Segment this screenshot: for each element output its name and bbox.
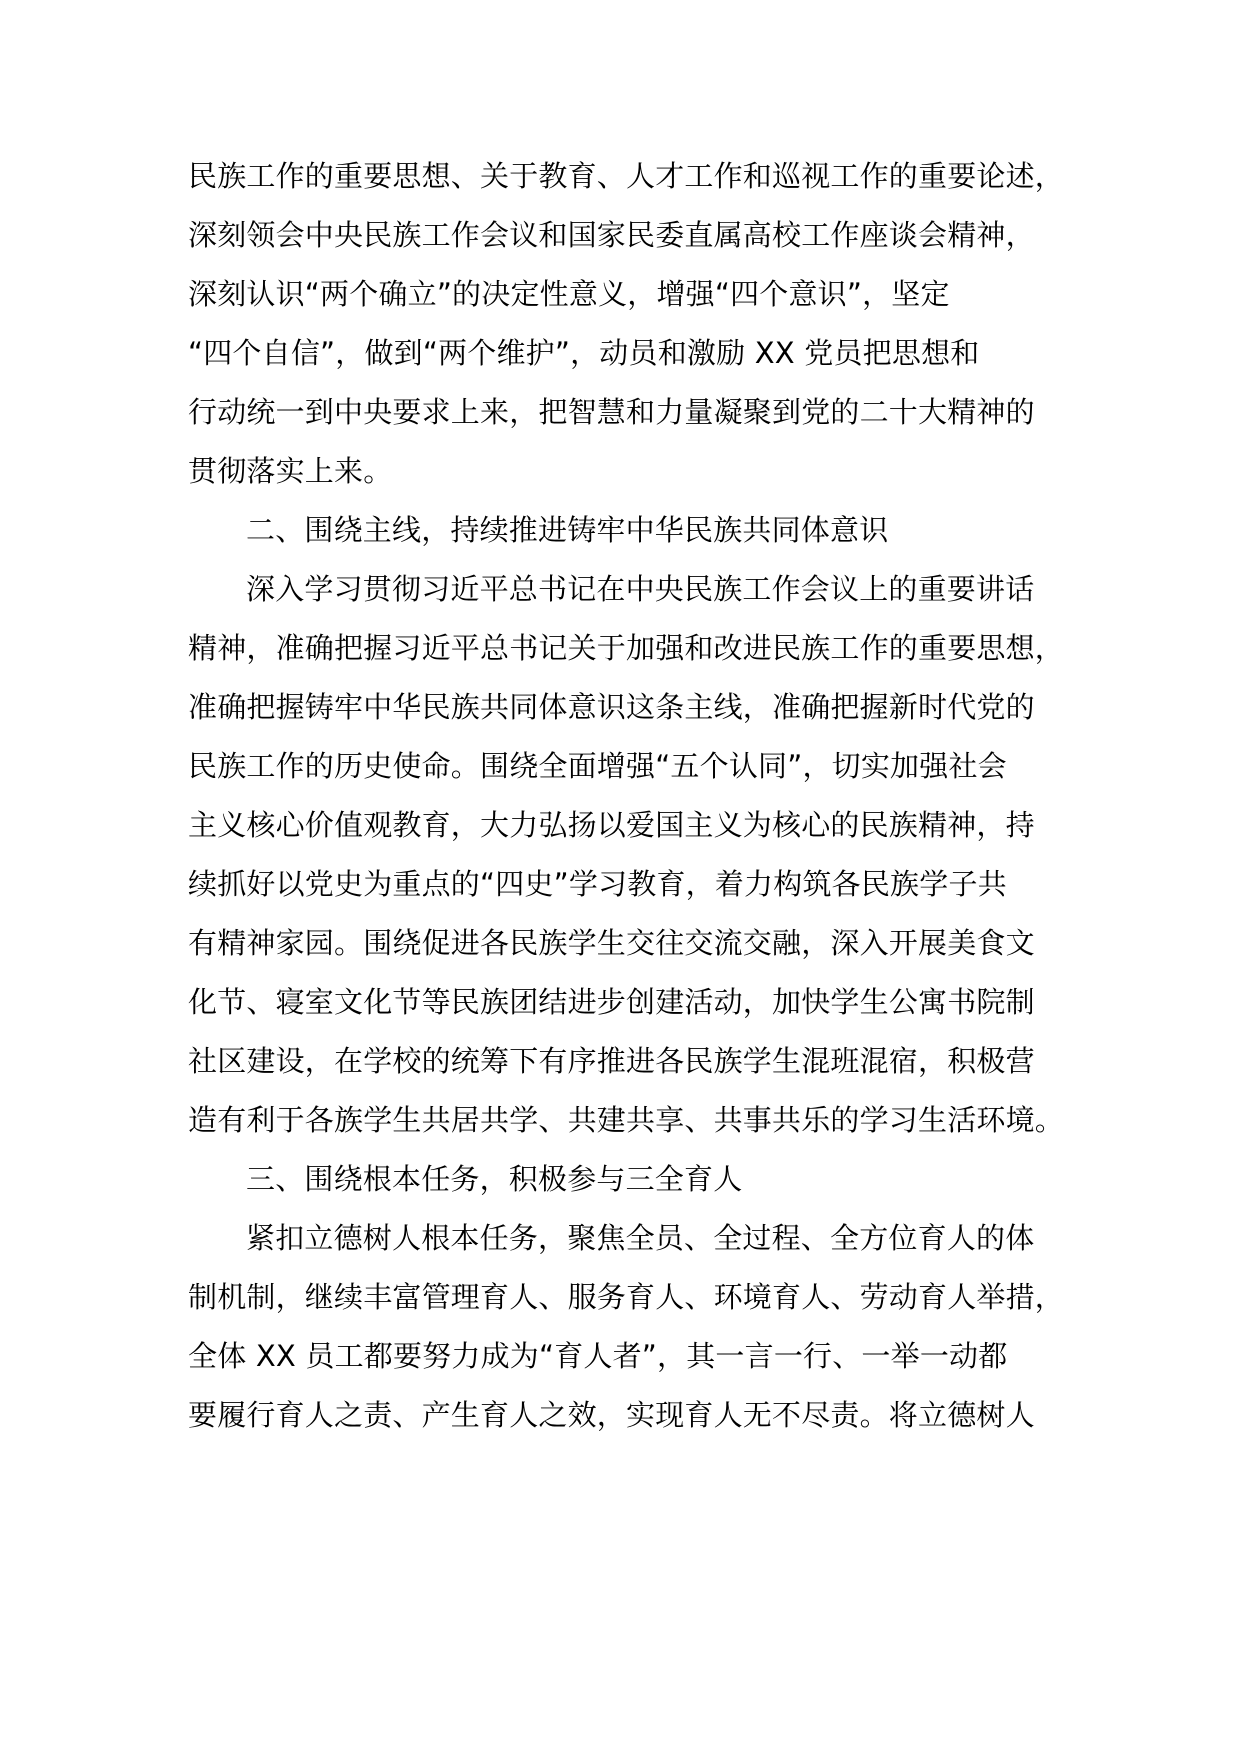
text-line: 有精神家园。围绕促进各民族学生交往交流交融，深入开展美食文 bbox=[188, 926, 1035, 960]
text-line: 造有利于各族学生共居共学、共建共享、共事共乐的学习生活环境。 bbox=[188, 1103, 1065, 1137]
text-line: 全体 XX 员工都要努力成为“育人者”，其一言一行、一举一动都 bbox=[188, 1339, 1008, 1373]
text-line: 要履行育人之责、产生育人之效，实现育人无不尽责。将立德树人 bbox=[188, 1398, 1035, 1432]
paragraph-first-line: 深入学习贯彻习近平总书记在中央民族工作会议上的重要讲话 bbox=[246, 572, 1035, 606]
text-line: 主义核心价值观教育，大力弘扬以爱国主义为核心的民族精神，持 bbox=[188, 808, 1035, 842]
text-line: “四个自信”，做到“两个维护”，动员和激励 XX 党员把思想和 bbox=[188, 336, 980, 370]
text-line: 精神，准确把握习近平总书记关于加强和改进民族工作的重要思想， bbox=[188, 631, 1065, 665]
text-line: 准确把握铸牢中华民族共同体意识这条主线，准确把握新时代党的 bbox=[188, 690, 1035, 724]
text-line: 行动统一到中央要求上来，把智慧和力量凝聚到党的二十大精神的 bbox=[188, 395, 1035, 429]
text-line: 民族工作的历史使命。围绕全面增强“五个认同”，切实加强社会 bbox=[188, 749, 1007, 783]
text-line: 化节、寝室文化节等民族团结进步创建活动，加快学生公寓书院制 bbox=[188, 985, 1035, 1019]
paragraph-first-line: 紧扣立德树人根本任务，聚焦全员、全过程、全方位育人的体 bbox=[246, 1221, 1035, 1255]
text-line: 深刻认识“两个确立”的决定性意义，增强“四个意识”，坚定 bbox=[188, 277, 950, 311]
text-line: 制机制，继续丰富管理育人、服务育人、环境育人、劳动育人举措， bbox=[188, 1280, 1065, 1314]
section-heading: 三、围绕根本任务，积极参与三全育人 bbox=[246, 1162, 743, 1196]
text-line: 贯彻落实上来。 bbox=[188, 454, 393, 488]
text-line: 续抓好以党史为重点的“四史”学习教育，着力构筑各民族学子共 bbox=[188, 867, 1007, 901]
text-line: 社区建设，在学校的统筹下有序推进各民族学生混班混宿，积极营 bbox=[188, 1044, 1035, 1078]
section-heading: 二、围绕主线，持续推进铸牢中华民族共同体意识 bbox=[246, 513, 889, 547]
text-line: 深刻领会中央民族工作会议和国家民委直属高校工作座谈会精神， bbox=[188, 218, 1035, 252]
text-line: 民族工作的重要思想、关于教育、人才工作和巡视工作的重要论述， bbox=[188, 159, 1065, 193]
